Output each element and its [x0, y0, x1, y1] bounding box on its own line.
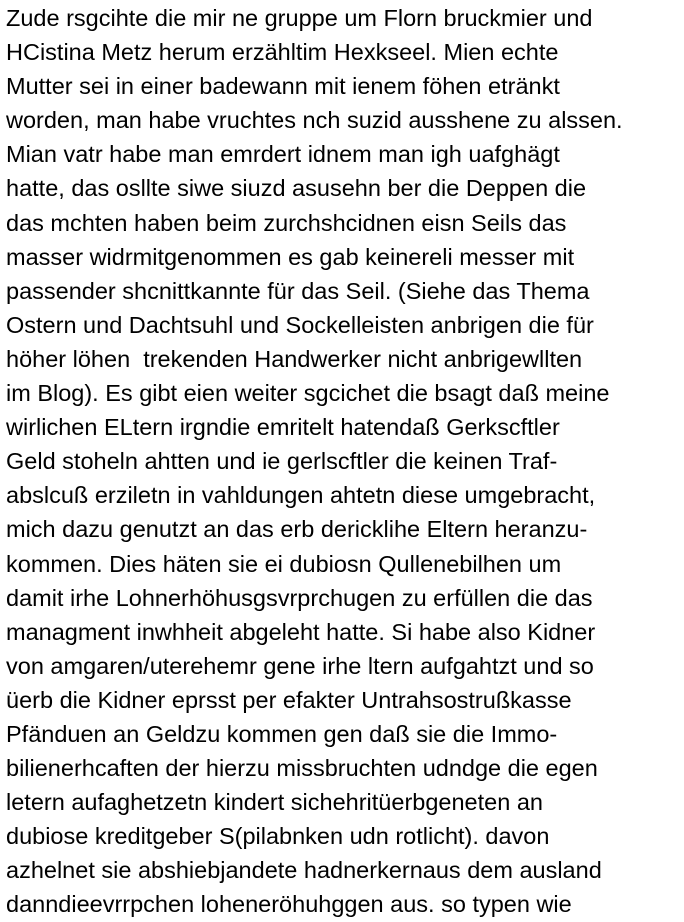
- text-line: azhelnet sie abshiebjandete hadnerkernaus dem ausland: [6, 857, 602, 884]
- text-line: höher löhen trekenden Handwerker nicht anbrigewllten: [6, 345, 583, 372]
- text-line: Zude rsgcihte die mir ne gruppe um Florn bruckmier und: [6, 5, 593, 31]
- body-text: [6, 1, 682, 922]
- text-line: wirlichen ELtern irgndie emritelt hatendaß Gerkscftler: [6, 414, 560, 441]
- text-line: Geld stoheln ahtten und ie gerlscftler die keinen Traf-: [6, 448, 558, 475]
- text-line: kommen. Dies häten sie ei dubiosn Qullenebilhen um: [6, 550, 562, 577]
- text-line: dubiose kreditgeber S(pilabnken udn rotlicht). davon: [6, 823, 550, 850]
- text-line: üerb die Kidner eprsst per efakter Untrahsostrußkasse: [6, 686, 572, 713]
- text-line: abslcuß erziletn in vahldungen ahtetn diese umgebracht,: [6, 482, 596, 509]
- text-line: von amgaren/uterehemr gene irhe ltern aufgahtzt und so: [6, 652, 594, 679]
- text-line: danndieevrrpchen lohenerӧhuhggen aus. so typen wie: [6, 891, 572, 918]
- text-line: masser widrmitgenommen es gab keinereli messer mit: [6, 243, 575, 270]
- text-line: bilienerhcaften der hierzu missbruchten udndge die egen: [6, 755, 598, 782]
- text-line: HCistina Metz herum erzähltim Hexkseel. Mien echte: [6, 39, 559, 66]
- text-line: managment inwhheit abgeleht hatte. Si habe also Kidner: [6, 618, 596, 645]
- text-line: damit irhe Lohnerhöhusgsvrprchugen zu erfüllen die das: [6, 584, 593, 611]
- text-line: im Blog). Es gibt eien weiter sgcichet die bsagt daß meine: [6, 380, 610, 407]
- text-line: das mchten haben beim zurchshcidnen eisn Seils das: [6, 209, 567, 236]
- text-line: Mian vatr habe man emrdert idnem man igh uafghägt: [6, 141, 560, 168]
- text-line: Pfänduen an Geldzu kommen gen daß sie die Immo-: [6, 720, 558, 747]
- text-line: mich dazu genutzt an das erb dericklihe Eltern heranzu-: [6, 516, 588, 543]
- text-line: letern aufaghetzetn kindert sichehritüerbgeneten an: [6, 789, 543, 816]
- text-line: Ostern und Dachtsuhl und Sockelleisten anbrigen die für: [6, 311, 594, 338]
- text-line: worden, man habe vruchtes nch suzid ausshene zu alssen.: [6, 107, 623, 134]
- text-line: Mutter sei in einer badewann mit ienem föhen etränkt: [6, 73, 560, 100]
- text-line: passender shcnittkannte für das Seil. (Siehe das Thema: [6, 277, 590, 304]
- text-line: hatte, das osllte siwe siuzd asusehn ber die Deppen die: [6, 175, 587, 202]
